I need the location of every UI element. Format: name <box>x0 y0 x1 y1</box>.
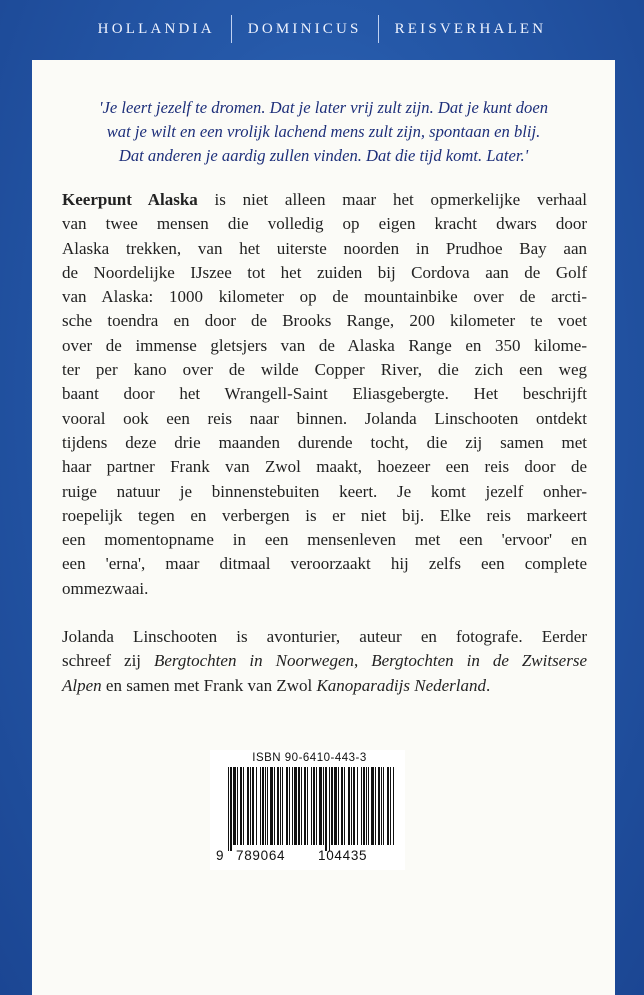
barcode-bar <box>319 767 322 845</box>
barcode-bar <box>237 767 238 845</box>
header-divider <box>231 15 232 43</box>
barcode-bar <box>233 767 236 845</box>
barcode-bar <box>329 767 330 851</box>
barcode-bar <box>351 767 352 845</box>
author-line: Jolanda Linschooten is avonturier, auteur en fotografe. Eerder <box>62 627 587 647</box>
barcode-bar <box>286 767 288 845</box>
barcode-bar <box>371 767 374 845</box>
barcode-bar <box>298 767 300 845</box>
barcode-bars <box>218 767 400 851</box>
description-line: van Alaska: 1000 kilometer op de mountainbike over de arcti- <box>62 287 587 307</box>
author-text: schreef zij <box>62 651 154 671</box>
description-text: is niet alleen maar het opmerkelijke verhaal <box>197 190 587 209</box>
author-bio <box>62 625 587 698</box>
description-line: baant door het Wrangell-Saint Eliasgebergte. Het beschrijft <box>62 384 587 404</box>
barcode-bar <box>304 767 306 845</box>
description-line: ruige natuur je binnenstebuiten keert. Je komt jezelf onher- <box>62 481 587 501</box>
barcode-bar <box>274 767 275 845</box>
barcode-bar <box>375 767 376 845</box>
ean-left-group: 789064 <box>236 848 286 863</box>
barcode-bar <box>338 767 339 845</box>
barcode-bar <box>230 767 232 851</box>
description-line: haar partner Frank van Zwol maakt, hoezeer een reis door de <box>62 457 587 477</box>
description-line: een 'erna', maar ditmaal veroorzaakt hij zelfs een complete <box>62 554 587 574</box>
barcode-bar <box>270 767 273 845</box>
book-reference: Alpen <box>62 675 102 695</box>
barcode-bar <box>357 767 358 845</box>
book-reference: Kanoparadijs Nederland <box>316 675 487 695</box>
isbn-label: ISBN 90-6410-443-3 <box>252 752 367 764</box>
barcode-bar <box>277 767 279 845</box>
header-series: REISVERHALEN <box>394 20 547 37</box>
author-text: , <box>354 651 372 671</box>
barcode <box>210 750 405 870</box>
barcode-bar <box>378 767 380 845</box>
barcode-bar <box>363 767 365 845</box>
barcode-bar <box>361 767 362 845</box>
description-line: tijdens deze drie maanden durende tocht, die zij samen met <box>62 432 587 452</box>
barcode-bar <box>280 767 281 845</box>
barcode-bar <box>311 767 312 845</box>
barcode-bar <box>289 767 290 845</box>
barcode-bar <box>366 767 367 845</box>
barcode-bar <box>334 767 337 845</box>
barcode-bar <box>250 767 251 845</box>
barcode-bar <box>331 767 333 845</box>
barcode-bar <box>381 767 382 845</box>
barcode-bar <box>348 767 350 845</box>
header-publisher-2: DOMINICUS <box>247 20 362 37</box>
ean-right-group: 104435 <box>318 848 368 863</box>
barcode-bar <box>383 767 384 845</box>
barcode-bar <box>323 767 324 845</box>
header-divider <box>378 15 379 43</box>
barcode-bar <box>252 767 254 845</box>
barcode-bar <box>390 767 391 845</box>
barcode-bar <box>267 767 268 845</box>
description-line: ommezwaai. <box>62 578 149 598</box>
barcode-bar <box>313 767 315 845</box>
barcode-bar <box>294 767 297 845</box>
barcode-bar <box>282 767 283 845</box>
barcode-bar <box>240 767 242 845</box>
description-line: vooral ook een reis naar binnen. Jolanda Linschooten ontdekt <box>62 408 587 428</box>
barcode-bar <box>325 767 327 851</box>
author-line <box>62 649 587 673</box>
publisher-header <box>0 0 644 58</box>
header-publisher-1: HOLLANDIA <box>97 20 215 37</box>
barcode-bar <box>256 767 257 845</box>
barcode-bar <box>307 767 308 845</box>
opening-quote <box>32 96 615 168</box>
description-first-line <box>62 188 587 212</box>
barcode-bar <box>353 767 355 845</box>
barcode-bar <box>344 767 345 845</box>
book-reference: Bergtochten in de Zwitserse <box>371 651 588 671</box>
barcode-bar <box>262 767 264 845</box>
book-reference: Bergtochten in Noorwegen <box>154 651 354 671</box>
barcode-bar <box>247 767 249 845</box>
barcode-bar <box>260 767 261 845</box>
book-description <box>62 188 587 698</box>
barcode-bar <box>265 767 266 845</box>
description-line: ter per kano over de wilde Copper River, die zich een weg <box>62 360 587 380</box>
description-line: over de immense gletsjers van de Alaska Range en 350 kilome- <box>62 335 587 355</box>
description-line: een momentopname in een mensenleven met een 'ervoor' en <box>62 530 587 550</box>
book-title: Keerpunt Alaska <box>62 190 198 209</box>
author-text: en samen met Frank van Zwol <box>101 675 317 695</box>
quote-line: Dat anderen je aardig zullen vinden. Dat die tijd komt. Later.' <box>118 146 529 165</box>
quote-line: 'Je leert jezelf te dromen. Dat je later vrij zult zijn. Dat je kunt doen <box>98 98 549 117</box>
barcode-bar <box>368 767 369 845</box>
barcode-bar <box>393 767 394 845</box>
description-line: sche toendra en door de Brooks Range, 200 kilometer te voet <box>62 311 587 331</box>
barcode-bar <box>341 767 343 845</box>
barcode-bar <box>228 767 229 851</box>
barcode-bar <box>316 767 317 845</box>
barcode-bar <box>243 767 244 845</box>
quote-line: wat je wilt en een vrolijk lachend mens zult zijn, spontaan en blij. <box>106 122 541 141</box>
description-line: Alaska trekken, van het uiterste noorden in Prudhoe Bay aan <box>62 238 587 258</box>
description-line: roepelijk tegen en verbergen is er niet bij. Elke reis markeert <box>62 505 587 525</box>
barcode-bar <box>301 767 302 845</box>
author-text: . <box>486 675 491 695</box>
description-line: van twee mensen die volledig op eigen kracht dwars door <box>62 214 587 234</box>
ean-first-digit: 9 <box>216 848 225 863</box>
barcode-bar <box>292 767 293 845</box>
author-line <box>62 674 587 698</box>
barcode-bar <box>387 767 389 845</box>
description-line: de Noordelijke IJszee tot het zuiden bij Cordova aan de Golf <box>62 262 587 282</box>
